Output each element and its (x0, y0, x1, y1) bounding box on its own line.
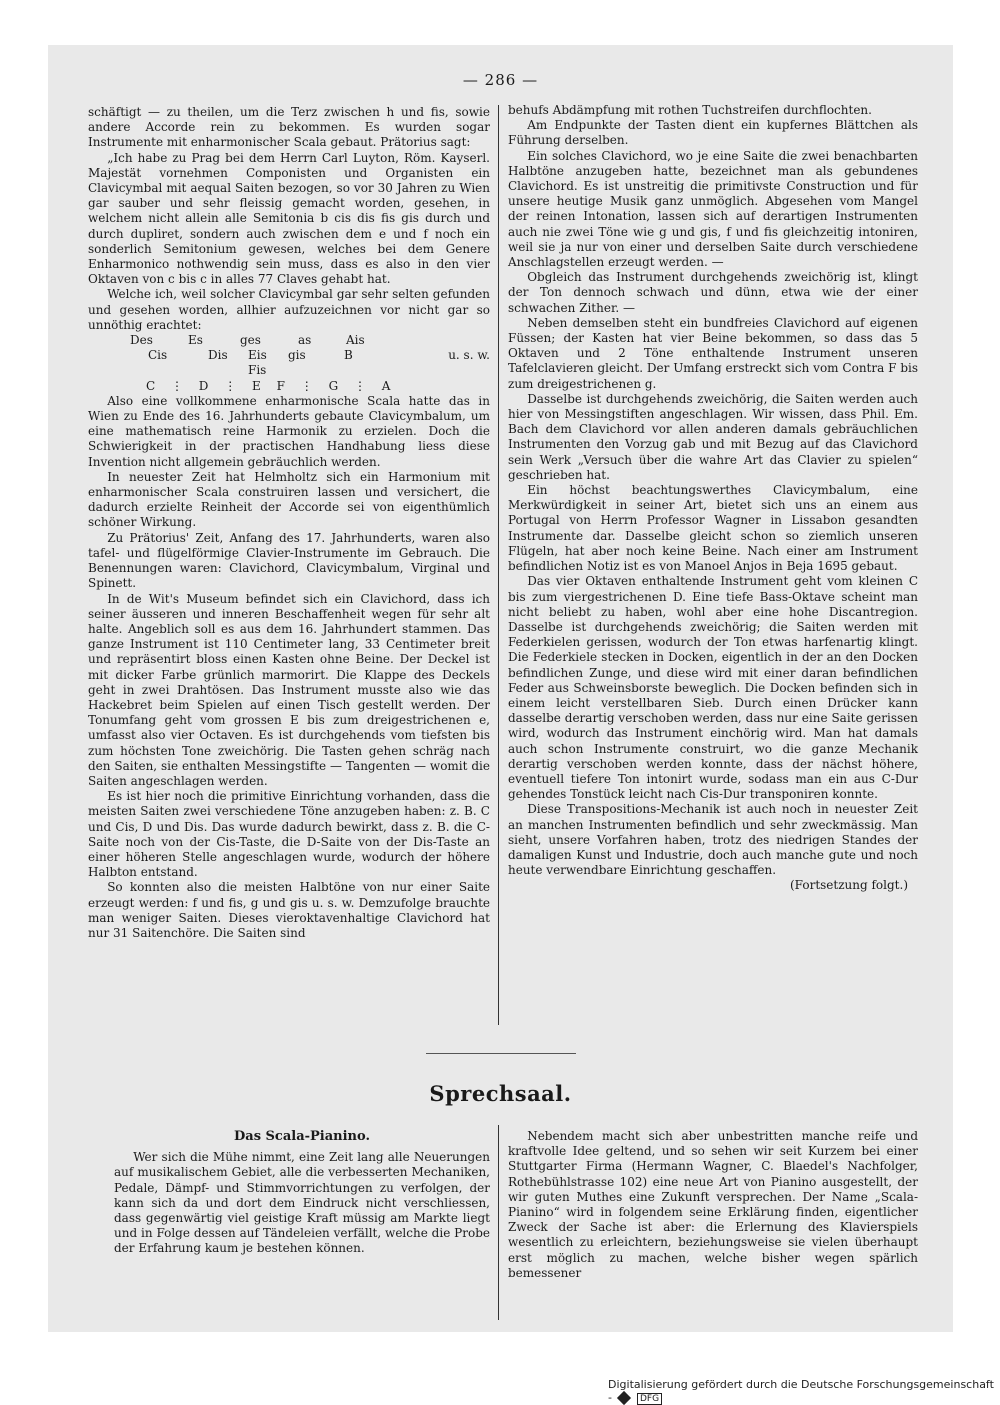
dfg-logo: DFG (637, 1393, 662, 1405)
page-number: — 286 — (462, 71, 539, 89)
note: as (298, 333, 312, 348)
paragraph: Zu Prätorius' Zeit, Anfang des 17. Jahrhunderts, waren also tafel- und flügelförmige Clavier-Instrumente im Gebrauch. Die Benennungen waren: Clavichord, Clavicymbalum, Virginal und Spinett. (88, 530, 490, 591)
paragraph: Welche ich, weil solcher Clavicymbal gar sehr selten gefunden und gesehen worden, allhier aufzuzeichnen vor nicht gar so unnöthig erachtet: (88, 287, 490, 332)
paragraph: In neuester Zeit hat Helmholtz sich ein Harmonium mit enharmonischer Scala construiren lassen und versichert, die dadurch erzielte Reinheit der Accorde sei von eigenthümlich schöner Wirkung. (88, 469, 490, 530)
note: Ais (346, 333, 365, 348)
paragraph: Diese Transpositions-Mechanik ist auch noch in neuester Zeit an manchen Instrumenten befindlich und sehr zweckmässig. Man sieht, unsere Vorfahren haben, trotz des niedrigen Standes der damaligen Kunst und Industrie, doch auch manche gute und noch heute verwendbare Einrichtung geschaffen. (508, 802, 918, 878)
dfg-mark-icon (617, 1391, 631, 1405)
paragraph: Also eine vollkommene enharmonische Scala hatte das in Wien zu Ende des 16. Jahrhunderts gebaute Clavicymbalum, um eine mathematisch reine Harmonik zu erzielen. Doch die Schwierigkeit in der practischen Handhabung liess diese Invention nicht allgemein gebräuchlich werden. (88, 393, 490, 469)
note-row-2 (148, 348, 490, 378)
paragraph: Neben demselben steht ein bundfreies Clavichord auf eigenen Füssen; der Kasten hat vier Beine bekommen, so dass das 5 Oktaven und 2 Töne enthaltende Instrument unseren Tafelclavieren gleicht. Der Umfang erstreckt sich vom Contra F bis zum dreigestrichenen g. (508, 315, 918, 391)
paragraph: Am Endpunkte der Tasten dient ein kupfernes Blättchen als Führung derselben. (508, 118, 918, 148)
note: Dis (208, 348, 228, 363)
paragraph: schäftigt — zu theilen, um die Terz zwischen h und fis, sowie andere Accorde rein zu bekommen. Es wurden sogar Instrumente mit enharmonischer Scala gebaut. Prätorius sagt: (88, 105, 490, 150)
section-divider (426, 1053, 576, 1054)
note: Des (130, 333, 153, 348)
paragraph: Ein solches Clavichord, wo je eine Saite die zwei benachbarten Halbtöne anzugeben hatte, bezeichnet man als gebundenes Clavichord. Es ist unstreitig die primitivste Construction und für unsere heutige Musik ganz unmöglich. Abgesehen vom Mangel der reinen Intonation, lassen sich auf derartigen Instrumenten auch nie zwei Töne wie g und gis, f und fis gleichzeitig intoniren, weil sie ja nur von einer und derselben Saite durch verschiedene Anschlagstellen erzeugt werden. — (508, 148, 918, 270)
paragraph: „Ich habe zu Prag bei dem Herrn Carl Luyton, Röm. Kayserl. Majestät vornehmen Componisten und Organisten ein Clavicymbal mit aequal Saiten bezogen, so vor 30 Jahren zu Wien gar sauber und sehr fleissig gemacht worden, gesehen, in welchem nicht allein alle Semitonia b cis dis fis gis durch und durch dupliret, sondern auch zwischen dem e und f noch ein sonderlich Semitonium gewesen, welches bei dem Genere Enharmonico nothwendig sein muss, dass es also in den vier Oktaven von c bis c in alles 77 Claves gehabt hat. (88, 150, 490, 287)
footer-text: Digitalisierung gefördert durch die Deutsche Forschungsgemeinschaft - (608, 1378, 994, 1404)
paragraph: Nebendem macht sich aber unbestritten manche reife und kraftvolle Idee geltend, und so sehen wir seit Kurzem bei einer Stuttgarter Firma (Hermann Wagner, C. Blaedel's Nachfolger, Rothebühlstrasse 102) eine neue Art von Pianino ausgestellt, der wir guten Muthes eine Zukunft versprechen. Der Name „Scala-Pianino“ wird in folgendem seine Erklärung finden, eigentlicher Zweck der Sache ist aber: die Erlernung des Klavierspiels wesentlich zu erleichtern, beziehungsweise sie vielen überhaupt erst möglich zu machen, welche bisher wegen spärlich bemessener (508, 1129, 918, 1280)
note: gis (288, 348, 306, 363)
note-row-3: C ⋮ D ⋮ E F ⋮ G ⋮ A (146, 378, 397, 393)
note: Es (188, 333, 203, 348)
paragraph: behufs Abdämpfung mit rothen Tuchstreifen durchflochten. (508, 103, 872, 117)
note: Cis (148, 348, 168, 363)
bottom-left-column (114, 1129, 490, 1257)
paragraph: Ein höchst beachtungswerthes Clavicymbalum, eine Merkwürdigkeit in seiner Art, bietet sich uns an einem aus Portugal von Herrn Professor Wagner in Lissabon gesandten Instrumente dar. Dasselbe gleicht schon so ziemlich unseren Flügeln, hat aber noch keine Beine. Nach einer am Instrument befindlichen Notiz ist es von Manoel Anjos in Beja 1695 gebaut. (508, 483, 918, 574)
scanned-page (48, 45, 953, 1332)
right-column (508, 103, 918, 894)
bottom-right-column (508, 1129, 918, 1281)
note: Eis Fis (248, 348, 267, 378)
footer (608, 1378, 1000, 1405)
column-divider (498, 105, 499, 1025)
paragraph: So konnten also die meisten Halbtöne von nur einer Saite erzeugt werden: f und fis, g und gis u. s. w. Demzufolge brauchte man weniger Saiten. Dieses vieroktavenhaltige Clavichord hat nur 31 Saitenchöre. Die Saiten sind (88, 880, 490, 940)
note: ges (240, 333, 261, 348)
note: B (344, 348, 353, 363)
paragraph: Das vier Oktaven enthaltende Instrument geht vom kleinen C bis zum viergestrichenen D. Eine tiefe Bass-Oktave scheint man nicht beliebt zu haben, wohl aber eine hohe Discantregion. Dasselbe ist durchgehends zweichörig; die Saiten werden mit Federkielen gerissen, wodurch der Ton etwas harfenartig klingt. Die Federkiele stecken in Docken, eigentlich in der an den Docken befindlichen Zunge, und diese wird mit einer daran befindlichen Feder aus Schweinsborste beweglich. Die Docken befinden sich in einem leicht verstellbaren Sieb. Durch einen Drücker kann dasselbe derartig verschoben werden, dass nur eine Saite gerissen wird, wodurch das Instrument einchörig wird. Man hat damals auch schon Instrumente construirt, wo die ganze Mechanik derartig verschoben werden konnte, dass der nächst höhere, eventuell tiefere Ton intonirt wurde, sodass man ein aus C-Dur gehendes Tonstück leicht nach Cis-Dur transponiren konnte. (508, 574, 918, 802)
section-title: Sprechsaal. (429, 1081, 572, 1106)
note-row-1 (130, 333, 490, 348)
paragraph: Wer sich die Mühe nimmt, eine Zeit lang alle Neuerungen auf musikalischem Gebiet, alle die verbesserten Mechaniken, Pedale, Dämpf- und Stimmvorrichtungen zu verfolgen, der kann sich da und dort dem Eindruck nicht verschliessen, dass gegenwärtig viel geistige Kraft müssig am Markte liegt und in Folge dessen auf Tändeleien verfällt, welche die Probe der Erfahrung kaum je bestehen können. (114, 1150, 490, 1256)
paragraph: Obgleich das Instrument durchgehends zweichörig ist, klingt der Ton dennoch schwach und dünn, etwa wie der einer schwachen Zither. — (508, 270, 918, 315)
article-title: Das Scala-Pianino. (234, 1129, 370, 1144)
paragraph: Es ist hier noch die primitive Einrichtung vorhanden, dass die meisten Saiten zwei verschiedene Töne anzugeben haben: z. B. C und Cis, D und Dis. Das wurde dadurch bewirkt, dass z. B. die C-Saite noch von der Cis-Taste, die D-Saite von der Dis-Taste an einer höheren Stelle angeschlagen wurde, wodurch der höhere Halbton entstand. (88, 789, 490, 880)
paragraph: In de Wit's Museum befindet sich ein Clavichord, dass ich seiner äusseren und inneren Beschaffenheit wegen für sehr alt halte. Angeblich soll es aus dem 16. Jahrhundert stammen. Das ganze Instrument ist 110 Centimeter lang, 33 Centimeter breit und repräsentirt bloss einen Kasten ohne Beine. Der Deckel ist mit dicker Farbe grünlich marmorirt. Die Klappe des Deckels geht in zwei Drahtösen. Das Instrument musste also wie das Hackebret beim Spielen auf einen Tisch gestellt werden. Der Tonumfang geht vom grossen E bis zum dreigestrichenen e, umfasst also vier Octaven. Es ist durchgehends vom tiefsten bis zum höchsten Tone zweichörig. Die Tasten gehen schräg nach den Saiten, sie enthalten Messingstifte — Tangenten — womit die Saiten angeschlagen werden. (88, 591, 490, 788)
note: u. s. w. (448, 348, 490, 363)
column-divider-bottom (498, 1125, 499, 1320)
left-column (88, 105, 490, 941)
continued-note: (Fortsetzung folgt.) (790, 878, 908, 893)
paragraph: Dasselbe ist durchgehends zweichörig, die Saiten werden auch hier von Messingstiften angeschlagen. Wir wissen, dass Phil. Em. Bach dem Clavichord vor allen anderen damals gebräuchlichen Instrumenten den Vorzug gab und mit Bezug auf das Clavichord sein Werk „Versuch über die wahre Art das Clavier zu spielen“ geschrieben hat. (508, 391, 918, 482)
